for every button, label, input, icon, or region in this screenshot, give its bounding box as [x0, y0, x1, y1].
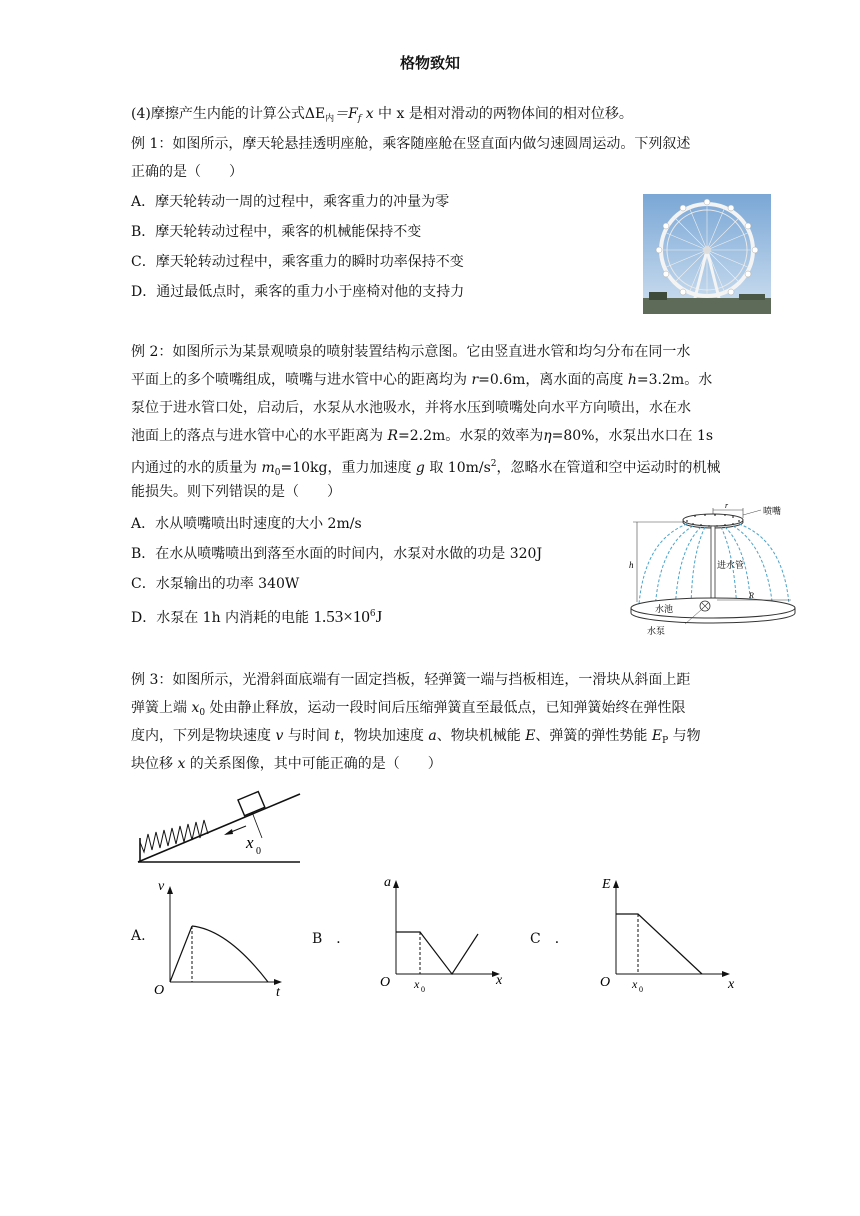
svg-text:O: O	[600, 975, 611, 990]
graph-c-label: C ．	[530, 931, 569, 947]
ex2-stem-line5: 内通过的水的质量为 $m_0=10kg$，重力加速度 g 取 $10m/s^2$，忽略水在管道和空中运动时的机械	[131, 459, 721, 478]
ex3-stem-line3: 度内，下列是物块速度 v 与时间 t，物块加速度 a、物块机械能 E、弹簧的弹性势能 $E_P$ 与物	[131, 728, 701, 746]
svg-text:x: x	[414, 977, 420, 991]
graph-b-a-x	[370, 872, 510, 996]
ex3-stem-line1: 例 3：如图所示，光滑斜面底端有一固定挡板，轻弹簧一端与挡板相连，一滑块从斜面上距	[131, 672, 691, 688]
incline-spring-diagram	[128, 782, 308, 868]
svg-text:h: h	[629, 560, 634, 570]
svg-text:进水管: 进水管	[717, 560, 745, 570]
ex3-stem-line2: 弹簧上端 $x_0$ 处由静止释放，运动一段时间后压缩弹簧直至最低点，已知弹簧始终在弹性限	[131, 700, 686, 718]
svg-text:O: O	[380, 975, 391, 990]
intro-formula-line: (4)摩擦产生内能的计算公式$\Delta E_内=F_f$ x 中 x 是相对滑动的两物体间的相对位移。	[131, 106, 633, 124]
page-title: 格物致知	[399, 54, 460, 72]
svg-text:r: r	[725, 501, 729, 510]
graph-a-v-t	[148, 876, 288, 996]
svg-text:水池: 水池	[655, 604, 674, 614]
svg-text:x: x	[496, 973, 503, 988]
svg-text:v: v	[158, 879, 165, 894]
svg-text:O: O	[154, 983, 165, 996]
svg-text:t: t	[276, 985, 280, 996]
ex2-stem-line4: 池面上的落点与进水管中心的水平距离为 R=2.2m。水泵的效率为η=80%，水泵出水口在 1s	[131, 428, 714, 444]
ex1-option-b: B．摩天轮转动过程中，乘客的机械能保持不变	[131, 224, 422, 240]
graph-b-label: B ．	[312, 931, 351, 947]
svg-text:x: x	[246, 833, 254, 852]
ex2-option-c: C．水泵输出的功率 340W	[131, 576, 300, 592]
ex2-stem-line3: 泵位于进水管口处，启动后，水泵从水池吸水，并将水压到喷嘴处向水平方向喷出，水在水	[131, 400, 691, 416]
svg-text:x: x	[632, 977, 638, 991]
ex2-stem-line2: 平面上的多个喷嘴组成，喷嘴与进水管中心的距离均为 r=0.6m，离水面的高度 h=3.2m。水	[131, 372, 713, 388]
graph-c-e-x	[592, 872, 742, 996]
svg-text:x: x	[728, 977, 735, 992]
svg-text:a: a	[384, 875, 391, 890]
graph-a-label: A.	[131, 928, 146, 944]
svg-text:0: 0	[421, 985, 425, 994]
ferris-wheel-photo	[643, 194, 771, 314]
ex2-option-d: D．水泵在 1h 内消耗的电能 $1.53\times 10^6J$	[131, 607, 383, 626]
svg-text:0: 0	[639, 985, 643, 994]
ex1-stem-line2: 正确的是（ ）	[131, 164, 243, 180]
ex1-option-d: D．通过最低点时，乘客的重力小于座椅对他的支持力	[131, 284, 465, 300]
ex2-option-b: B．在水从喷嘴喷出到落至水面的时间内，水泵对水做的功是 320J	[131, 546, 543, 562]
ex1-option-c: C．摩天轮转动过程中，乘客重力的瞬时功率保持不变	[131, 254, 464, 270]
svg-text:喷嘴: 喷嘴	[763, 506, 782, 516]
ex2-stem-line6: 能损失。则下列错误的是（ ）	[131, 484, 341, 500]
ex1-option-a: A．摩天轮转动一周的过程中，乘客重力的冲量为零	[131, 194, 450, 210]
svg-text:水泵: 水泵	[647, 626, 666, 636]
ex2-option-a: A．水从喷嘴喷出时速度的大小 2m/s	[131, 516, 362, 532]
ex1-stem-line1: 例 1：如图所示，摩天轮悬挂透明座舱，乘客随座舱在竖直面内做匀速圆周运动。下列叙述	[131, 136, 691, 152]
svg-text:0: 0	[256, 846, 261, 857]
svg-text:E: E	[602, 877, 611, 892]
ex3-stem-line4: 块位移 x 的关系图像，其中可能正确的是（ ）	[131, 756, 442, 772]
fountain-diagram	[625, 500, 800, 640]
svg-text:R: R	[749, 591, 754, 600]
ex2-stem-line1: 例 2：如图所示为某景观喷泉的喷射装置结构示意图。它由竖直进水管和均匀分布在同一水	[131, 344, 691, 360]
